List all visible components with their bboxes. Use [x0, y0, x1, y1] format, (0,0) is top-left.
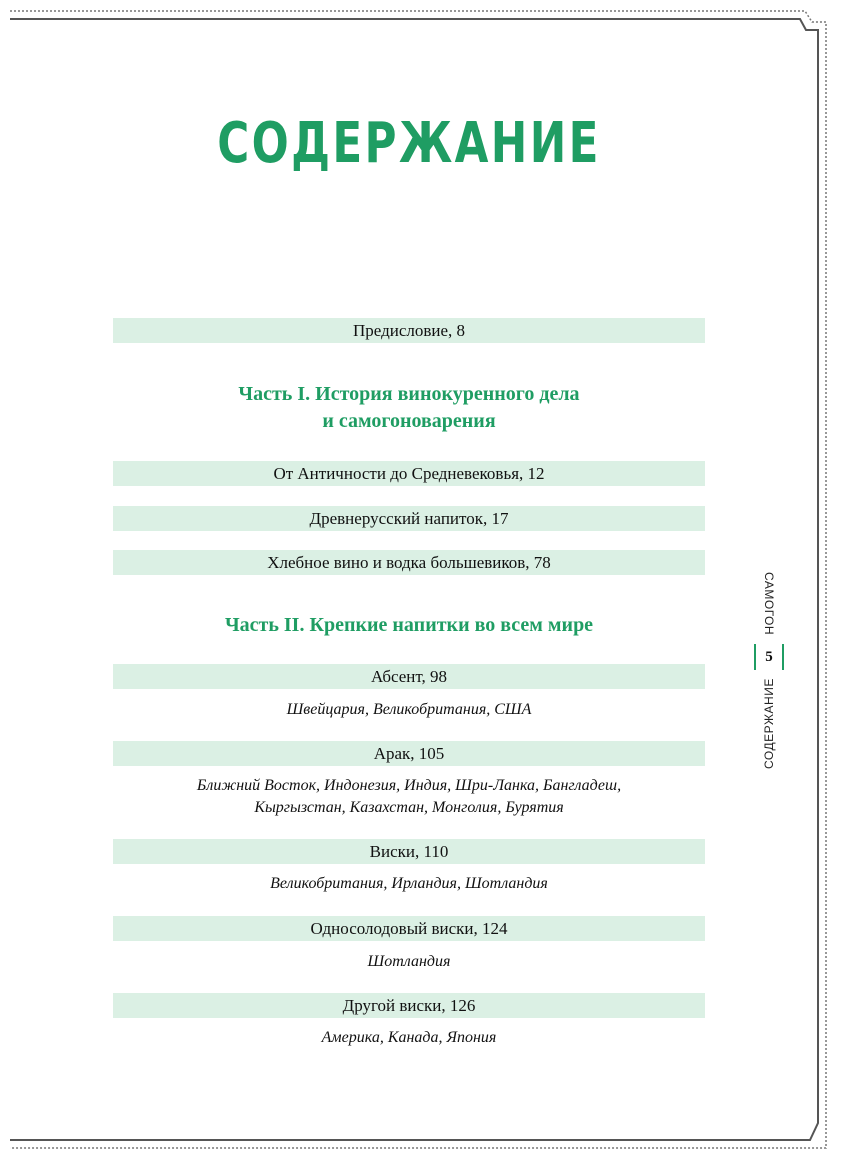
toc-entry: Абсент, 98	[113, 664, 705, 689]
toc-entry-countries: Шотландия	[367, 953, 451, 970]
page-number-bar	[782, 644, 784, 670]
part-1-title-line2: и самогоноварения	[322, 410, 496, 432]
side-tab	[752, 568, 786, 772]
toc-entry: Другой виски, 126	[113, 993, 705, 1018]
toc-entry: Арак, 105	[113, 741, 705, 766]
running-head-book-title: САМОГОН	[762, 572, 776, 636]
toc-entry: Древнерусский напиток, 17	[113, 506, 705, 531]
page-title: СОДЕРЖАНИЕ	[217, 111, 601, 176]
toc-entry: От Античности до Средневековья, 12	[113, 461, 705, 486]
running-head-section: СОДЕРЖАНИЕ	[762, 678, 776, 770]
toc-entry-countries: Америка, Канада, Япония	[321, 1029, 497, 1046]
toc-entry-preface: Предисловие, 8	[113, 318, 705, 343]
toc-entry-countries: Швейцария, Великобритания, США	[286, 701, 532, 718]
part-1-title-line1: Часть I. История винокуренного дела	[238, 383, 580, 405]
page-number: 5	[765, 649, 773, 665]
toc-entry-countries: Кыргызстан, Казахстан, Монголия, Бурятия	[254, 799, 564, 816]
toc-entry-countries: Ближний Восток, Индонезия, Индия, Шри-Ланка, Бангладеш,	[196, 777, 622, 794]
part-1-heading	[113, 381, 705, 435]
toc-entry: Хлебное вино и водка большевиков, 78	[113, 550, 705, 575]
toc-entry: Виски, 110	[113, 839, 705, 864]
toc-entry-countries: Великобритания, Ирландия, Шотландия	[270, 875, 548, 892]
toc-entry: Односолодовый виски, 124	[113, 916, 705, 941]
part-2-heading: Часть II. Крепкие напитки во всем мире	[224, 614, 594, 636]
